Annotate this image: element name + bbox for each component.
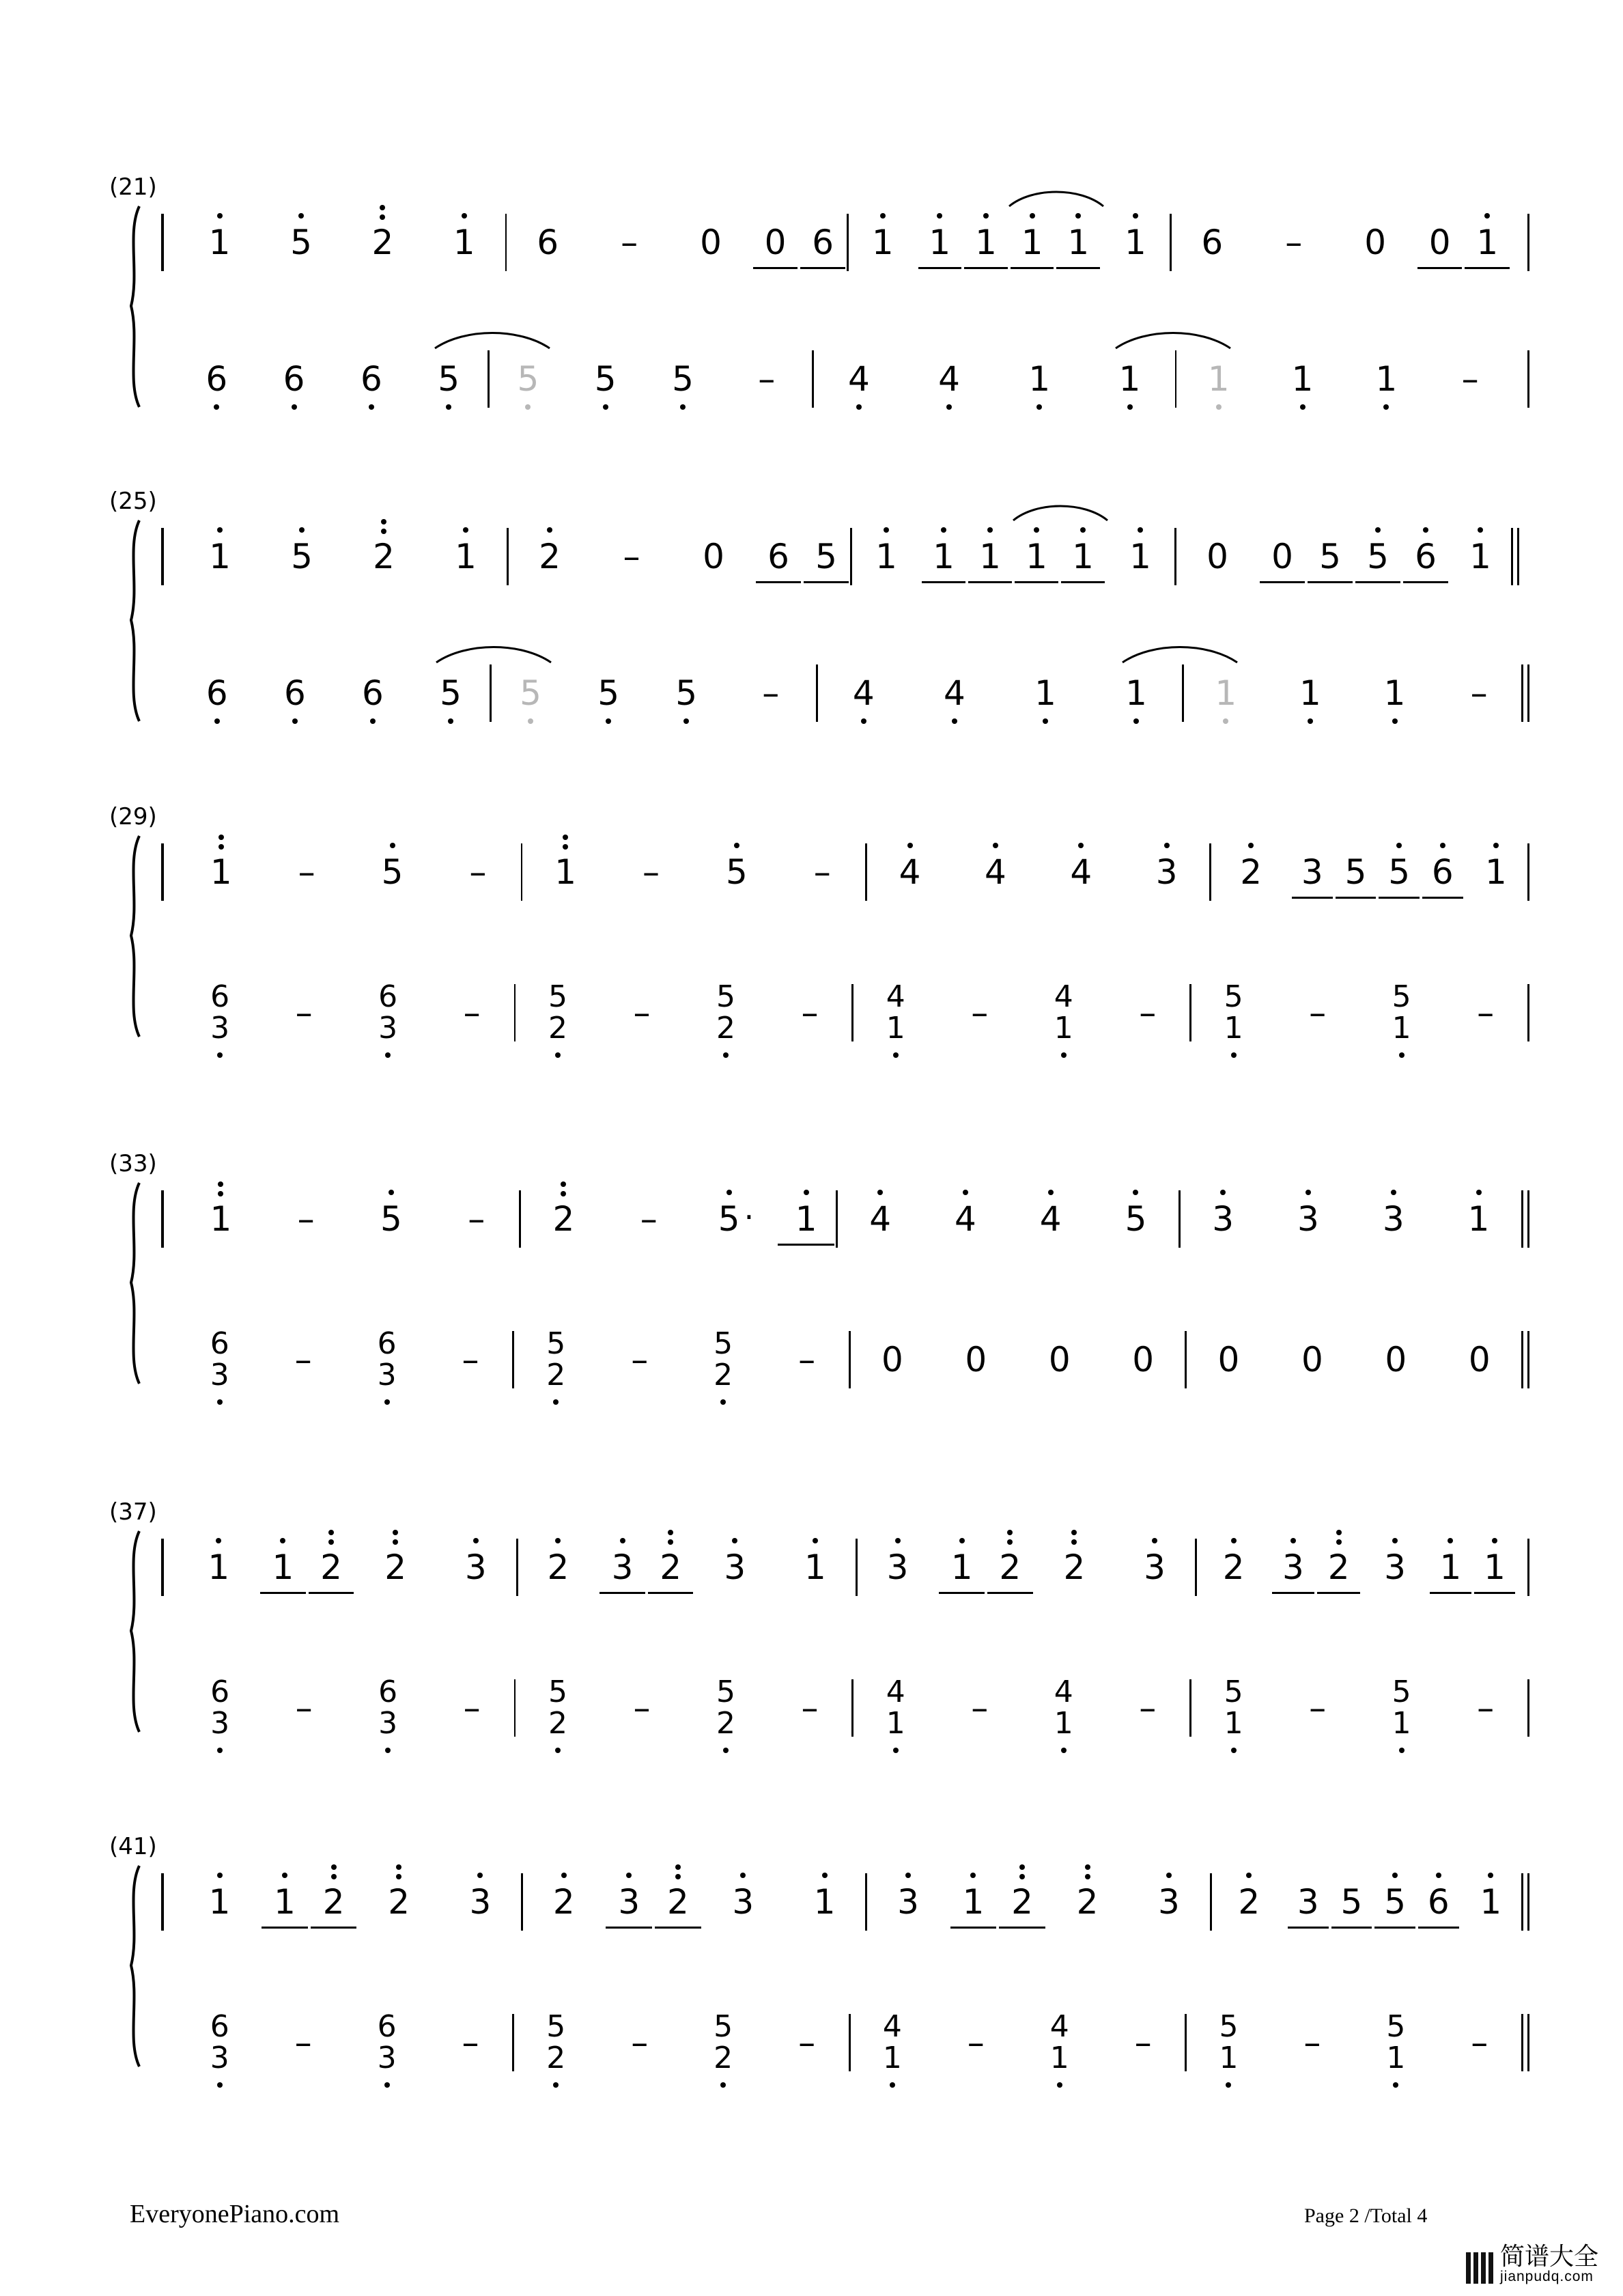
- system-41: [102, 1833, 1529, 2083]
- note: 1: [1084, 362, 1174, 396]
- note: 4: [1070, 852, 1092, 892]
- note: 5: [672, 359, 694, 399]
- brace-icon: [116, 1864, 147, 2083]
- note: 5: [1306, 540, 1354, 574]
- note: 5 ·: [718, 1199, 754, 1239]
- barline: [161, 1190, 164, 1248]
- chord: 6 3: [378, 1674, 398, 1741]
- note: 1: [455, 537, 477, 576]
- note: –: [294, 1340, 312, 1380]
- note: 5: [675, 673, 698, 713]
- note: –: [463, 993, 481, 1033]
- note: 3: [469, 1882, 492, 1922]
- chord: 6 3: [210, 1326, 229, 1392]
- note: 2: [309, 1885, 358, 1919]
- note: 2: [552, 1199, 575, 1239]
- chord: 6 3: [378, 979, 398, 1046]
- barline: [1527, 214, 1529, 271]
- chord: 5 2: [714, 2008, 733, 2075]
- note: –: [623, 537, 640, 576]
- note: 6: [1201, 223, 1224, 262]
- barline: [161, 214, 164, 271]
- note: 3: [1382, 1199, 1405, 1239]
- note: 0: [1385, 1340, 1407, 1380]
- measure-number-29: (29): [109, 803, 157, 830]
- note: 5: [726, 852, 748, 892]
- note: 1: [1215, 673, 1237, 713]
- note: 2: [384, 1548, 407, 1587]
- barline: [1527, 350, 1529, 408]
- brace-icon: [116, 205, 147, 423]
- note: 2: [647, 1550, 695, 1584]
- note: 3: [886, 1548, 909, 1587]
- note: 3: [1290, 855, 1334, 889]
- note: 1: [1124, 223, 1146, 262]
- chord: 4 1: [886, 979, 905, 1046]
- note: –: [643, 852, 660, 892]
- note: 1: [1207, 359, 1230, 399]
- note: 0: [1206, 537, 1228, 576]
- note: –: [1139, 993, 1157, 1033]
- chord: 5 2: [716, 979, 735, 1046]
- note: –: [1470, 673, 1488, 713]
- upper-staff-21: [161, 205, 1529, 280]
- note: 2: [1238, 1882, 1260, 1922]
- note: –: [971, 993, 989, 1033]
- note: 4: [954, 1199, 976, 1239]
- chord: 4 1: [886, 1674, 905, 1741]
- note: –: [295, 993, 313, 1033]
- note: 2: [552, 1882, 575, 1922]
- note: 0: [1416, 225, 1464, 260]
- note: 2: [547, 1548, 569, 1587]
- note: –: [468, 1199, 485, 1239]
- note: 2: [1063, 1548, 1086, 1587]
- note: 0: [1132, 1340, 1155, 1380]
- note: –: [631, 2023, 649, 2062]
- note: 5: [1125, 1199, 1147, 1239]
- note: 6: [1421, 855, 1465, 889]
- note: 1: [967, 540, 1013, 574]
- note: 1: [1480, 1882, 1502, 1922]
- chord: 6 3: [377, 1326, 397, 1392]
- note: 1: [259, 1550, 307, 1584]
- note: 1: [1028, 359, 1051, 399]
- note: 3: [598, 1550, 647, 1584]
- final-barline: [1521, 664, 1529, 722]
- note: 6: [206, 359, 228, 399]
- chord: 5 1: [1392, 1674, 1411, 1741]
- note: 5: [597, 673, 619, 713]
- note: –: [758, 359, 776, 399]
- note: 5: [520, 673, 541, 713]
- measure-number-41: (41): [109, 1833, 157, 1860]
- chord: 6 3: [210, 1674, 230, 1741]
- note: –: [1461, 359, 1479, 399]
- note: 5: [381, 852, 404, 892]
- note: –: [297, 1199, 315, 1239]
- note: 3: [732, 1882, 754, 1922]
- barline: [161, 528, 164, 585]
- note: 1: [1383, 673, 1406, 713]
- note: 0: [752, 225, 800, 260]
- note: –: [798, 1340, 816, 1380]
- note: –: [1309, 1688, 1327, 1728]
- note: 5: [1354, 540, 1402, 574]
- note: –: [1303, 2023, 1321, 2062]
- lower-staff-21: [161, 341, 1529, 417]
- note: –: [1477, 1688, 1495, 1728]
- note: 1: [949, 1885, 998, 1919]
- note: 2: [986, 1550, 1034, 1584]
- note: –: [1309, 993, 1327, 1033]
- note: 4: [847, 359, 870, 399]
- note: 2: [388, 1882, 410, 1922]
- note: 2: [307, 1550, 356, 1584]
- note: –: [801, 1688, 819, 1728]
- measure-number-21: (21): [109, 173, 157, 201]
- brace-icon: [116, 1530, 147, 1748]
- piano-keys-icon: [1466, 2252, 1493, 2284]
- note: 0: [881, 1340, 903, 1380]
- note: 1: [917, 225, 963, 260]
- note: 4: [899, 852, 921, 892]
- note: –: [640, 1199, 658, 1239]
- note: –: [801, 993, 819, 1033]
- upper-staff-37: [161, 1530, 1529, 1605]
- note: 1: [1375, 359, 1398, 399]
- brace-icon: [116, 835, 147, 1053]
- final-barline: [1521, 2014, 1529, 2071]
- lower-staff-37: [161, 1670, 1529, 1746]
- note: 6: [362, 673, 384, 713]
- note: 2: [998, 1885, 1047, 1919]
- note: 1: [1428, 1550, 1473, 1584]
- note: 1: [813, 1882, 836, 1922]
- note: 5: [1330, 1885, 1374, 1919]
- barline: [1527, 984, 1529, 1041]
- system-33: [102, 1150, 1529, 1400]
- chord: 5 2: [546, 2008, 566, 2075]
- note: –: [813, 852, 831, 892]
- note: 1: [260, 1885, 309, 1919]
- chord: 5 2: [714, 1326, 733, 1392]
- note: –: [633, 1688, 651, 1728]
- note: 2: [1076, 1882, 1099, 1922]
- note: –: [1134, 2023, 1152, 2062]
- note: 1: [208, 1882, 231, 1922]
- note: 5: [1334, 855, 1378, 889]
- lower-staff-33: [161, 1322, 1529, 1397]
- note: 2: [1240, 852, 1262, 892]
- note: 6: [799, 225, 847, 260]
- note: 2: [1316, 1550, 1361, 1584]
- note: 1: [1484, 852, 1507, 892]
- chord: 6 3: [210, 2008, 229, 2075]
- note: 0: [703, 537, 724, 576]
- note: 1: [208, 1548, 230, 1587]
- note: 6: [283, 359, 305, 399]
- note: 3: [1144, 1548, 1166, 1587]
- note: –: [463, 1688, 481, 1728]
- note: 1: [871, 223, 894, 262]
- chord: 5 2: [548, 1674, 567, 1741]
- lower-staff-25: [161, 656, 1529, 731]
- chord: 5 1: [1392, 979, 1411, 1046]
- note: 1: [1013, 540, 1060, 574]
- note: 6: [283, 673, 306, 713]
- note: 6: [1417, 1885, 1460, 1919]
- note: 3: [724, 1548, 746, 1587]
- note: 1: [1129, 537, 1151, 576]
- system-21: [102, 173, 1529, 423]
- note: 5: [594, 359, 617, 399]
- note: 1: [1299, 673, 1321, 713]
- note: 5: [380, 1199, 402, 1239]
- note: 0: [700, 223, 722, 262]
- note: 5: [290, 223, 312, 262]
- chord: 6 3: [210, 979, 230, 1046]
- brace-icon: [116, 1181, 147, 1400]
- system-29: [102, 803, 1529, 1053]
- note: –: [633, 993, 651, 1033]
- final-barline: [1511, 528, 1519, 585]
- note: –: [462, 2023, 479, 2062]
- note: 3: [1271, 1550, 1316, 1584]
- note: 1: [1469, 537, 1491, 576]
- note: 1: [1060, 540, 1106, 574]
- measure-number-25: (25): [109, 488, 157, 515]
- note: 3: [1384, 1548, 1406, 1587]
- note: 6: [537, 223, 559, 262]
- note: 1: [1291, 359, 1314, 399]
- barline: [1527, 1679, 1529, 1737]
- watermark-logo: [1466, 2245, 1598, 2284]
- note: –: [621, 223, 638, 262]
- note: –: [631, 1340, 649, 1380]
- note: –: [798, 2023, 816, 2062]
- note: 1: [209, 537, 231, 576]
- note: 6: [206, 673, 228, 713]
- note: 6: [360, 359, 382, 399]
- note: 0: [965, 1340, 987, 1380]
- upper-staff-29: [161, 835, 1529, 910]
- note: –: [967, 2023, 985, 2062]
- note: 3: [1155, 852, 1178, 892]
- note: 1: [1009, 225, 1056, 260]
- note: 2: [653, 1885, 703, 1919]
- note: 1: [804, 1548, 826, 1587]
- chord: 5 2: [546, 1326, 566, 1392]
- note: –: [462, 1340, 479, 1380]
- chord: 4 1: [882, 2008, 902, 2075]
- system-37: [102, 1498, 1529, 1748]
- note: 1: [210, 852, 232, 892]
- page-indicator: Page 2 /Total 4: [1304, 2204, 1428, 2227]
- chord: 5 1: [1224, 1674, 1243, 1741]
- note: 5: [1373, 1885, 1417, 1919]
- note: 3: [1158, 1882, 1180, 1922]
- chord: 5 1: [1224, 979, 1243, 1046]
- note: 1: [453, 223, 475, 262]
- chord: 4 1: [1054, 1674, 1073, 1741]
- barline: [161, 1873, 164, 1931]
- chord: 5 1: [1386, 2008, 1406, 2075]
- note: 5: [291, 537, 313, 576]
- note: 1: [208, 223, 231, 262]
- note: 6: [754, 540, 802, 574]
- note: 0: [1258, 540, 1306, 574]
- note: 5: [517, 359, 539, 399]
- note: –: [294, 2023, 312, 2062]
- note: 1: [1091, 676, 1182, 710]
- note: 1: [1467, 1199, 1490, 1239]
- measure-number-33: (33): [109, 1150, 157, 1177]
- upper-staff-41: [161, 1864, 1529, 1940]
- note: 5: [1377, 855, 1421, 889]
- note: 1: [1463, 225, 1511, 260]
- chord: 4 1: [1054, 979, 1073, 1046]
- note: 3: [604, 1885, 653, 1919]
- note: 4: [985, 852, 1006, 892]
- chord: 6 3: [377, 2008, 397, 2075]
- note: 6: [1402, 540, 1450, 574]
- note: 0: [1468, 1340, 1491, 1380]
- upper-staff-25: [161, 519, 1529, 594]
- note: –: [298, 852, 315, 892]
- barline: [1527, 1539, 1529, 1596]
- note: 3: [464, 1548, 487, 1587]
- note: 4: [1039, 1199, 1062, 1239]
- note: 1: [963, 225, 1009, 260]
- note: –: [469, 852, 487, 892]
- chord: 4 1: [1049, 2008, 1069, 2075]
- lower-staff-41: [161, 2005, 1529, 2080]
- chord: 5 1: [1219, 2008, 1239, 2075]
- note: 2: [1222, 1548, 1245, 1587]
- note: 4: [938, 359, 960, 399]
- note: –: [1477, 993, 1495, 1033]
- final-barline: [1521, 1190, 1529, 1248]
- note: –: [295, 1688, 313, 1728]
- note: 5: [802, 540, 850, 574]
- note: 1: [920, 540, 967, 574]
- note: 1: [1473, 1550, 1517, 1584]
- system-25: [102, 488, 1529, 738]
- note: 5: [412, 676, 490, 710]
- note: 1: [875, 537, 897, 576]
- note: 3: [1297, 1199, 1319, 1239]
- note: 1: [1055, 225, 1101, 260]
- note: 1: [937, 1550, 986, 1584]
- note: –: [762, 673, 780, 713]
- brand-name-cn: 简谱大全: [1499, 2243, 1598, 2271]
- final-barline: [1521, 1873, 1529, 1931]
- note: 2: [371, 223, 394, 262]
- note: 4: [943, 673, 965, 713]
- note: 1: [210, 1199, 232, 1239]
- chord: 5 2: [548, 979, 567, 1046]
- note: 4: [869, 1199, 891, 1239]
- note: 3: [1212, 1199, 1234, 1239]
- barline: [161, 843, 164, 901]
- note: 1: [554, 852, 577, 892]
- lower-staff-29: [161, 975, 1529, 1050]
- note: –: [1139, 1688, 1157, 1728]
- note: 2: [539, 537, 561, 576]
- brand-name-en: jianpudq.com: [1499, 2269, 1594, 2284]
- measure-number-37: (37): [109, 1498, 157, 1526]
- barline: [161, 1539, 164, 1596]
- note: 1: [776, 1202, 835, 1236]
- site-credit: EveryonePiano.com: [130, 2200, 340, 2228]
- note: –: [971, 1688, 989, 1728]
- note: 3: [1286, 1885, 1330, 1919]
- note: 0: [1048, 1340, 1071, 1380]
- upper-staff-33: [161, 1181, 1529, 1257]
- note: 0: [1301, 1340, 1323, 1380]
- brace-icon: [116, 519, 147, 738]
- note: 5: [410, 362, 488, 396]
- note: –: [1471, 2023, 1488, 2062]
- barline: [1527, 843, 1529, 901]
- note: 3: [897, 1882, 919, 1922]
- note: –: [1285, 223, 1303, 262]
- note: 1: [1034, 673, 1056, 713]
- note: 4: [852, 673, 875, 713]
- note: 0: [1217, 1340, 1240, 1380]
- note: 2: [373, 537, 395, 576]
- note: 0: [1364, 223, 1387, 262]
- final-barline: [1521, 1331, 1529, 1388]
- chord: 5 2: [716, 1674, 735, 1741]
